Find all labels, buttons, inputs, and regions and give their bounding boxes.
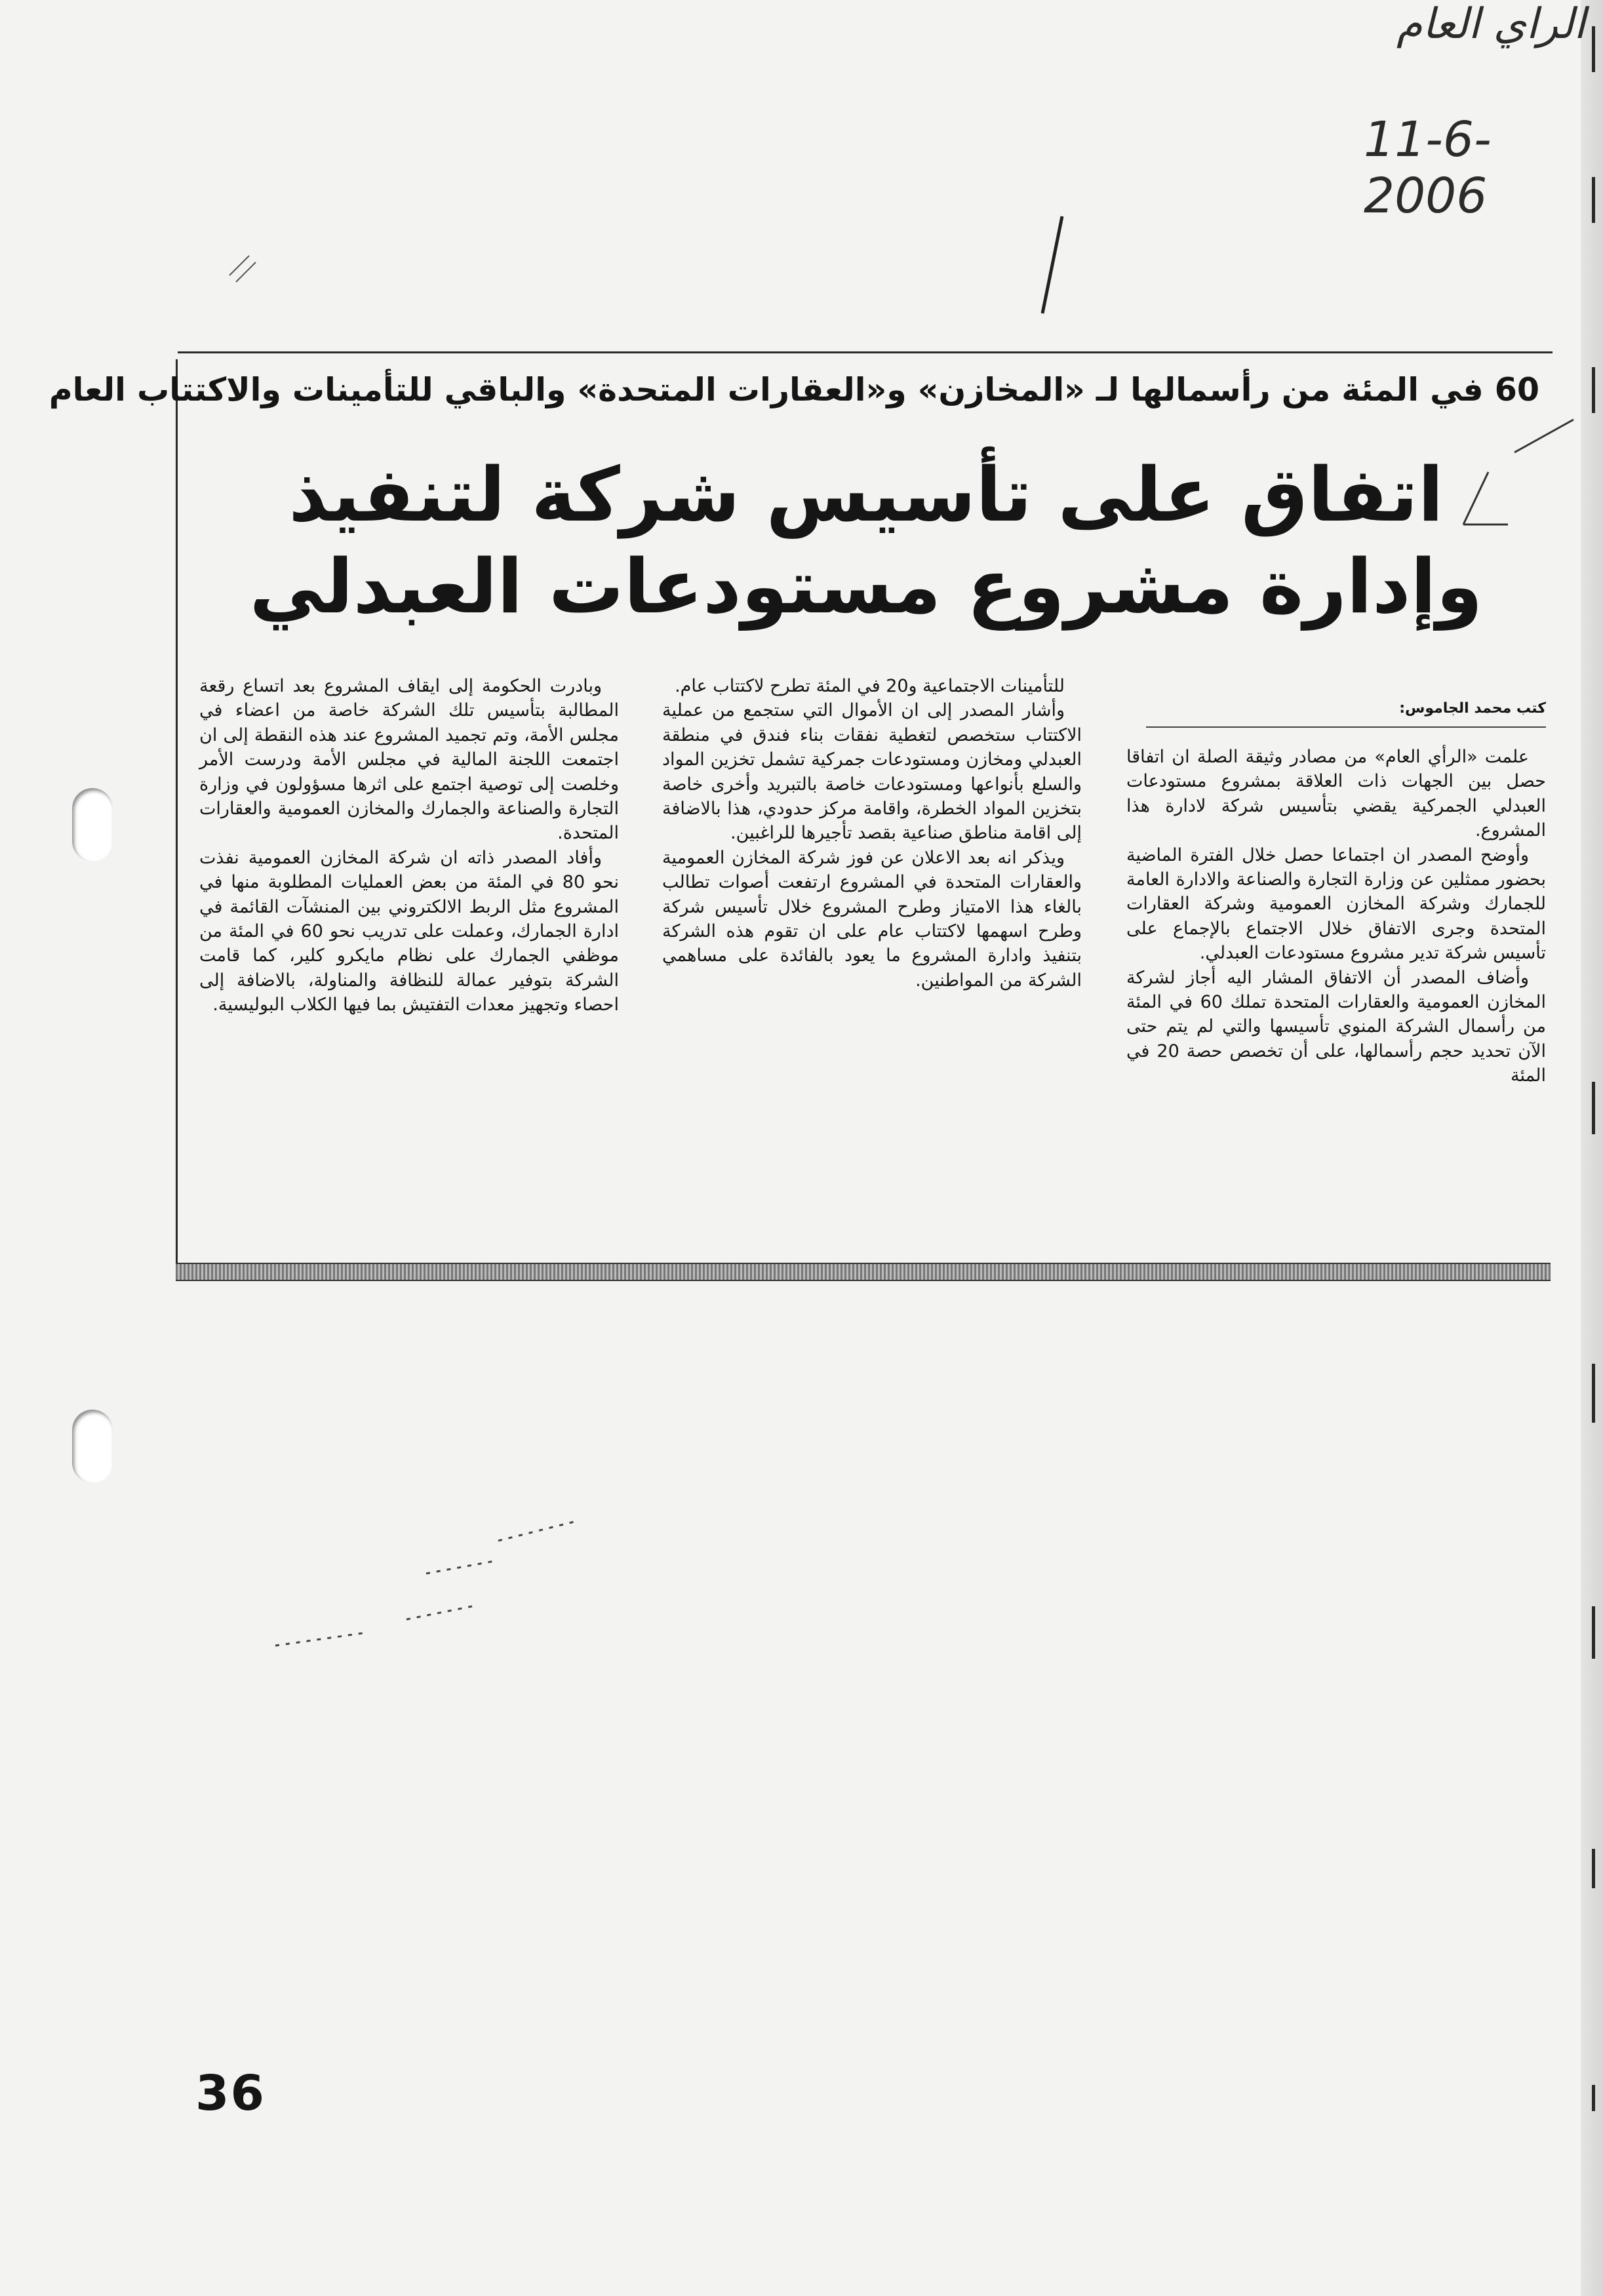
speckle-marks: [275, 1521, 577, 1646]
paragraph: وأضاف المصدر أن الاتفاق المشار اليه أجاز لشركة المخازن العمومية والعقارات المتحدة تملك 60 في المئة من رأسمال الشركة المنوي تأسيسها والتي لم يتم حتى الآن تحديد حجم رأسمالها، على أن تخصص حصة 20 في المئة: [1126, 967, 1546, 1086]
article-column-left: [199, 674, 619, 1018]
article-headline-line1: اتفاق على تأسيس شركة لتنفيذ: [288, 451, 1444, 538]
paragraph: وأوضح المصدر ان اجتماعا حصل خلال الفترة الماضية بحضور ممثلين عن وزارة التجارة والصناعة والادارة العامة للجمارك وشركة المخازن العمومية وشركة العقارات المتحدة وجرى الاتفاق خلال الاجتماع بالإجماع على تأسيس شركة تدير مشروع مستودعات العبدلي.: [1126, 844, 1546, 964]
page-number: 36: [195, 2065, 266, 2122]
article-top-rule: [178, 351, 1553, 353]
paragraph: وأفاد المصدر ذاته ان شركة المخازن العمومية نفذت نحو 80 في المئة من بعض العمليات المطلوبة منها في المشروع مثل الربط الالكتروني بين المنشآت القائمة في ادارة الجمارك، وعملت على تدريب نحو 60 في المئة من موظفي الجمارك على نظام مايكرو كلير، كما قامت الشركة بتوفير عمالة للنظافة والمناولة، بالاضافة إلى احصاء وتجهيز معدات التفتيش بما فيها الكلاب البوليسية.: [199, 847, 619, 1016]
scribble-mark: [229, 256, 256, 282]
paragraph: للتأمينات الاجتماعية و20 في المئة تطرح لاكتتاب عام.: [675, 676, 1065, 696]
article-byline: كتب محمد الجاموس:: [1399, 700, 1546, 717]
paragraph: ويذكر انه بعد الاعلان عن فوز شركة المخازن العمومية والعقارات المتحدة في المشروع ارتفعت أصوات تطالب بالغاء هذا الامتياز وطرح المشروع خلال تأسيس شركة وطرح اسهمها لاكتتاب عام على ان تقوم هذه الشركة بتنفيذ وادارة المشروع ما يعود بالفائدة على مساهمي الشركة من المواطنين.: [662, 847, 1082, 991]
handwritten-date-note: 11-6-2006: [1364, 111, 1492, 224]
article-column-middle: [662, 674, 1082, 993]
handwritten-publication-note: الراي العام: [1396, 0, 1586, 49]
article-kicker: 60 في المئة من رأسمالها لـ «المخازن» و«العقارات المتحدة» والباقي للتأمينات والاكتتاب العام: [49, 371, 1539, 408]
paragraph: علمت «الرأي العام» من مصادر وثيقة الصلة ان اتفاقا حصل بين الجهات ذات العلاقة بمشروع مستودعات العبدلي الجمركية يقضي بتأسيس شركة لادارة هذا المشروع.: [1126, 747, 1546, 841]
article-column-right: [1126, 745, 1546, 1088]
byline-rule: [1146, 726, 1546, 728]
news-article: [49, 359, 1553, 1276]
paragraph: وأشار المصدر إلى ان الأموال التي ستجمع من عملية الاكتتاب ستخصص لتغطية نفقات بناء فندق في منطقة العبدلي ومخازن ومستودعات جمركية تشمل تخزين المواد والسلع بأنواعها ومستودعات خاصة بالتبريد وأخرى خاصة بتخزين المواد الخطرة، واقامة مركز حدودي، هذا بالاضافة إلى اقامة مناطق صناعية بقصد تأجيرها للراغبين.: [662, 700, 1082, 844]
pen-stroke: [1042, 216, 1062, 313]
article-headline-line2: وإدارة مشروع مستودعات العبدلي: [249, 543, 1483, 630]
article-bottom-border: [176, 1263, 1551, 1281]
paragraph: وبادرت الحكومة إلى ايقاف المشروع بعد اتساع رقعة المطالبة بتأسيس تلك الشركة خاصة من اعضاء في مجلس الأمة، وتم تجميد المشروع عند هذه النقطة إلى ان اجتمعت اللجنة المالية في مجلس الأمة ودرست الأمر وخلصت إلى توصية اجتمع على اثرها مسؤولون في وزارة التجارة والصناعة والجمارك والمخازن العمومية والعقارات المتحدة.: [199, 676, 619, 844]
